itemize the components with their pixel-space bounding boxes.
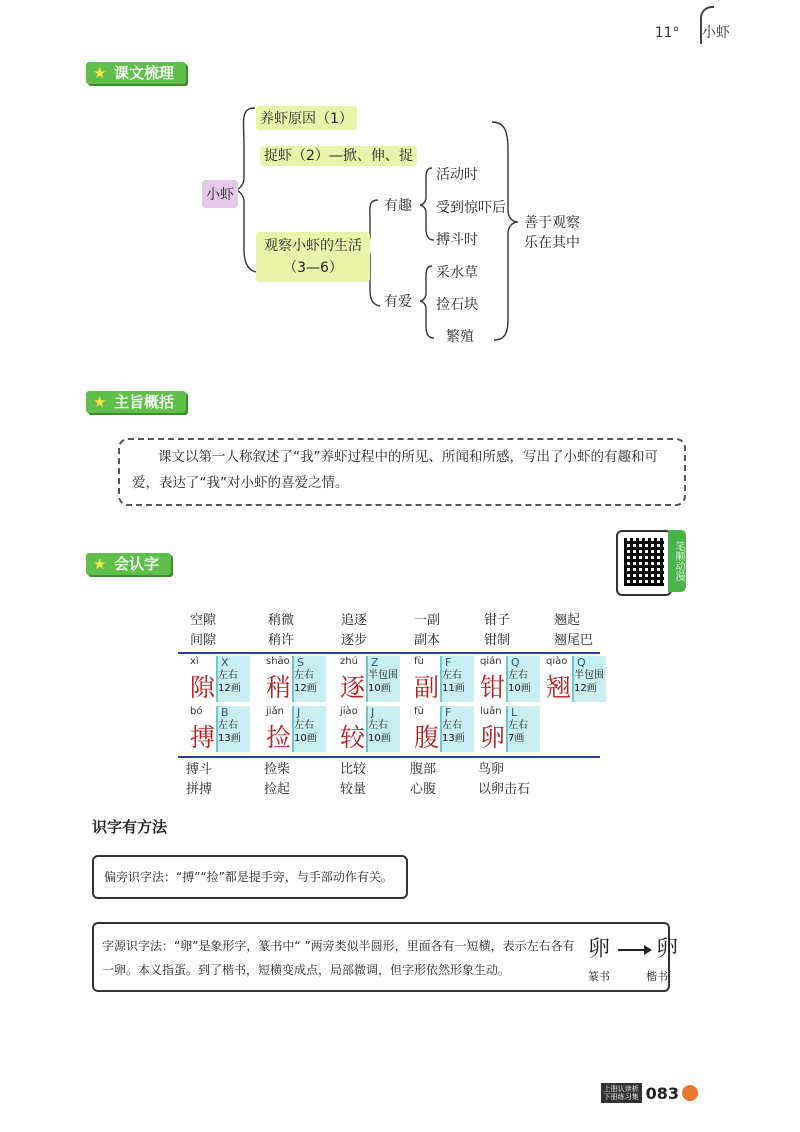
footer-tag [601,1083,642,1103]
char-card [338,656,408,706]
section-title-outline: 课文梳理 [114,64,175,82]
index-letter: B [221,706,229,719]
index-letter: F [445,656,452,669]
seal-script-char: 卵 [588,937,611,962]
structure: 左右 [294,670,314,681]
word-pair [340,760,366,800]
method-box-origin-text: 字源识字法：“卵”是象形字，篆书中“ ”两旁类似半圆形，里面各有一短横，表示左右各有一卵。本义指蛋。到了楷书，短横变成点，局部微调，但字形依然形象生动。 [102,939,575,977]
structure: 左右 [218,670,238,681]
stroke-count: 10画 [368,683,391,694]
tree-branch-3 [256,232,370,282]
pinyin: shāo [266,656,290,667]
word: 追逐 [341,613,368,628]
character: 逐 [340,673,366,702]
character: 捡 [266,723,292,752]
footer-tag-line1: 上册认读析 [603,1085,639,1093]
qr-code[interactable] [616,530,672,596]
word-pair [341,611,367,651]
lesson-number: 11° [654,25,680,41]
structure: 左右 [294,720,314,731]
word: 捡柴 [264,762,291,777]
pinyin: jiǎn [266,706,285,717]
section-badge-recognize [86,553,171,575]
char-card [478,656,548,706]
word: 间隙 [190,633,217,648]
star-icon: ★ [93,393,107,411]
char-card [188,706,258,756]
tree-leaf-2: 受到惊吓后 [436,200,506,216]
word: 鸟卵 [478,762,505,777]
index-letter: J [297,706,301,719]
tree-conclusion-1: 善于观察 [524,215,580,231]
tree-leaf-4: 采水草 [436,265,478,281]
word: 一副 [414,613,441,628]
stroke-count: 12画 [574,683,597,694]
qr-tab-label[interactable]: 笔顺动漫 [668,530,686,592]
word-pair [484,611,510,651]
word: 空隙 [190,613,217,628]
page-number: 083 [645,1083,679,1103]
structure: 半包围 [368,670,398,681]
stroke-count: 12画 [218,683,241,694]
char-card [478,706,548,756]
word: 较量 [340,782,367,797]
structure: 左右 [442,670,462,681]
star-icon: ★ [93,64,107,82]
pinyin: qiào [546,656,568,667]
tree-leaf-5: 捡石块 [436,297,478,313]
structure: 半包围 [574,670,604,681]
method-title: 识字有方法 [92,818,168,836]
structure: 左右 [218,720,238,731]
tree-youqu: 有趣 [384,198,412,214]
tree-youai: 有爱 [384,294,412,310]
word: 稍微 [268,613,295,628]
word-pair [268,611,294,651]
stroke-count: 12画 [294,683,317,694]
stroke-count: 7画 [508,733,525,744]
structure: 左右 [368,720,388,731]
section-title-recognize: 会认字 [114,555,160,573]
character: 搏 [190,723,216,752]
structure: 左右 [442,720,462,731]
character: 钳 [480,673,506,702]
regular-script-char: 卵 [656,937,679,962]
character: 卵 [480,723,506,752]
word: 稍许 [268,633,295,648]
word: 翘尾巴 [554,633,594,648]
tree-root: 小虾 [202,180,238,208]
word: 搏斗 [186,762,213,777]
character: 较 [340,723,366,752]
char-card [264,706,334,756]
footer-tag-line2: 下册练习集 [603,1093,639,1101]
pinyin: zhú [340,656,358,667]
word-pair [414,611,440,651]
index-letter: J [371,706,375,719]
stroke-count: 10画 [368,733,391,744]
word-pair [264,760,290,800]
structure: 左右 [508,720,528,731]
word: 拼搏 [186,782,213,797]
index-letter: Z [371,656,379,669]
word: 捡起 [264,782,291,797]
lesson-title: 小虾 [702,25,730,41]
tree-branch-2 [260,145,417,165]
char-card [544,656,614,706]
word: 以卵击石 [478,782,531,797]
char-card [264,656,334,706]
tree-branch-3-line2: （3—6） [283,260,343,276]
index-letter: X [221,656,229,669]
index-letter: F [445,706,452,719]
pinyin: luǎn [480,706,502,717]
flower-icon [682,1085,698,1101]
section-title-theme: 主旨概括 [114,393,175,411]
word: 逐步 [341,633,368,648]
character: 稍 [266,673,292,702]
pinyin: jiào [340,706,358,717]
word-pair [410,760,436,800]
word-pair [186,760,212,800]
tree-branch-1: 养虾原因（1） [256,106,357,130]
char-card [412,706,482,756]
summary-box [118,438,686,506]
method-box-radical [92,855,408,899]
pinyin: fù [414,656,424,667]
stroke-count: 13画 [218,733,241,744]
char-card [412,656,482,706]
word-pair [554,611,593,651]
char-card [188,656,258,706]
stroke-count: 11画 [442,683,465,694]
index-letter: L [511,706,518,719]
pinyin: bó [190,706,203,717]
stroke-count: 10画 [508,683,531,694]
word: 比较 [340,762,367,777]
index-letter: Q [577,656,586,669]
tree-leaf-1: 活动时 [436,167,478,183]
method-box-radical-text: 偏旁识字法：“搏”“捡”都是提手旁，与手部动作有关。 [104,870,393,884]
tree-conclusion-2: 乐在其中 [524,235,580,251]
word: 心腹 [410,782,437,797]
divider-bottom [178,756,600,758]
divider-top [178,652,600,654]
word-pair [478,760,530,800]
pinyin: qián [480,656,502,667]
word-pair [190,611,216,651]
page-footer [601,1082,698,1104]
word: 钳制 [484,633,511,648]
pinyin: xì [190,656,199,667]
tree-leaf-6: 繁殖 [446,329,474,345]
tree-branch-2-label: 捉虾（2）—掀、伸、捉 [260,146,417,166]
summary-text: 课文以第一人称叙述了“我”养虾过程中的所见、所闻和所感，写出了小虾的有趣和可爱，表达了“我”对小虾的喜爱之情。 [132,449,658,491]
word: 腹部 [410,762,437,777]
star-icon: ★ [93,555,107,573]
qr-code-pattern [624,538,664,586]
char-card [338,706,408,756]
method-box-origin [92,922,679,992]
regular-script-label: 楷书 [646,970,668,983]
seal-script-label: 篆书 [588,970,610,983]
word: 副本 [414,633,441,648]
stroke-count: 10画 [294,733,317,744]
character: 隙 [190,673,216,702]
tree-branch-3-line1: 观察小虾的生活 [264,238,362,254]
structure: 左右 [508,670,528,681]
character: 翘 [546,673,572,702]
character: 腹 [414,723,440,752]
tree-leaf-3: 搏斗时 [436,232,478,248]
stroke-count: 13画 [442,733,465,744]
pinyin: fù [414,706,424,717]
character: 副 [414,673,440,702]
arrow-right-icon [618,944,652,956]
index-letter: S [297,656,304,669]
index-letter: Q [511,656,520,669]
word: 钳子 [484,613,511,628]
section-badge-theme [86,391,186,413]
word: 翘起 [554,613,581,628]
